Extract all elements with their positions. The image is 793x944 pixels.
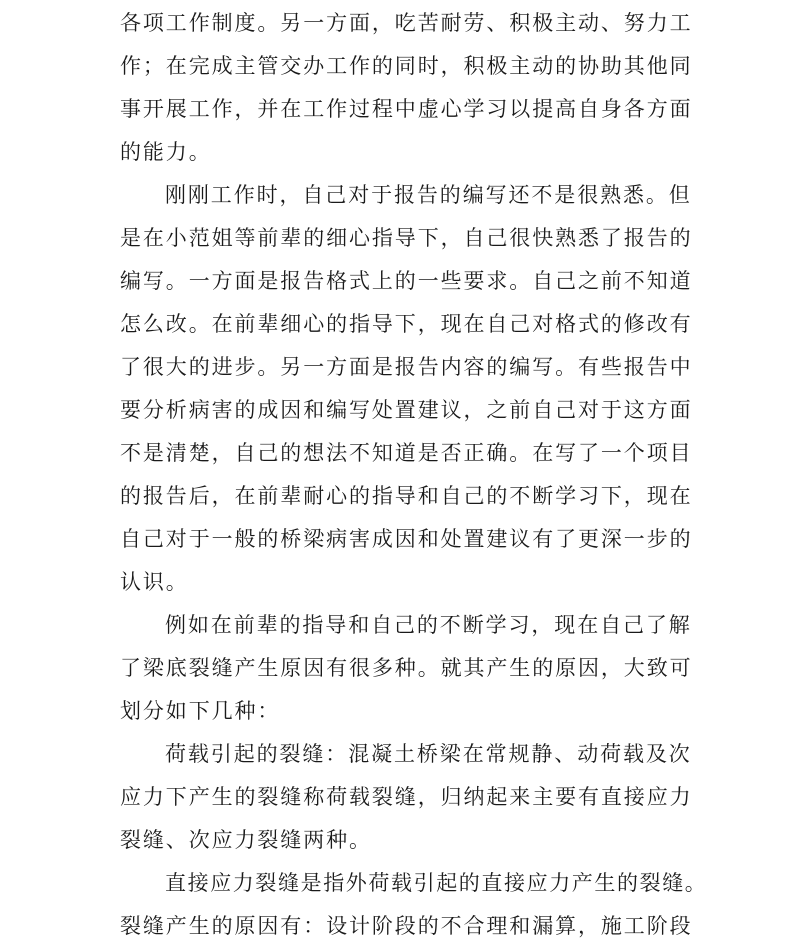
text-line: 划分如下几种： bbox=[120, 699, 281, 723]
text-line: 的报告后，在前辈耐心的指导和自己的不断学习下，现在 bbox=[120, 484, 693, 508]
text-line: 事开展工作，并在工作过程中虚心学习以提高自身各方面 bbox=[120, 97, 693, 121]
text-line: 要分析病害的成因和编写处置建议，之前自己对于这方面 bbox=[120, 398, 693, 422]
text-line: 自己对于一般的桥梁病害成因和处置建议有了更深一步的 bbox=[120, 527, 693, 551]
text-line: 认识。 bbox=[120, 570, 189, 594]
text-line: 作；在完成主管交办工作的同时，积极主动的协助其他同 bbox=[120, 54, 693, 78]
text-line: 应力下产生的裂缝称荷载裂缝，归纳起来主要有直接应力 bbox=[120, 785, 693, 809]
text-line: 是在小范姐等前辈的细心指导下，自己很快熟悉了报告的 bbox=[120, 226, 693, 250]
text-line: 不是清楚，自己的想法不知道是否正确。在写了一个项目 bbox=[120, 441, 693, 465]
paragraph-first-line: 例如在前辈的指导和自己的不断学习，现在自己了解 bbox=[165, 613, 692, 637]
text-line: 各项工作制度。另一方面，吃苦耐劳、积极主动、努力工 bbox=[120, 11, 693, 35]
text-line: 编写。一方面是报告格式上的一些要求。自己之前不知道 bbox=[120, 269, 693, 293]
text-line: 裂缝产生的原因有：设计阶段的不合理和漏算，施工阶段 bbox=[120, 914, 693, 938]
text-line: 怎么改。在前辈细心的指导下，现在自己对格式的修改有 bbox=[120, 312, 693, 336]
paragraph-first-line: 荷载引起的裂缝：混凝土桥梁在常规静、动荷载及次 bbox=[165, 742, 692, 766]
paragraph-first-line: 直接应力裂缝是指外荷载引起的直接应力产生的裂缝。 bbox=[165, 871, 708, 895]
paragraph-first-line: 刚刚工作时，自己对于报告的编写还不是很熟悉。但 bbox=[165, 183, 692, 207]
text-line: 的能力。 bbox=[120, 140, 212, 164]
text-line: 了很大的进步。另一方面是报告内容的编写。有些报告中 bbox=[120, 355, 693, 379]
text-line: 裂缝、次应力裂缝两种。 bbox=[120, 828, 372, 852]
text-line: 了梁底裂缝产生原因有很多种。就其产生的原因，大致可 bbox=[120, 656, 693, 680]
